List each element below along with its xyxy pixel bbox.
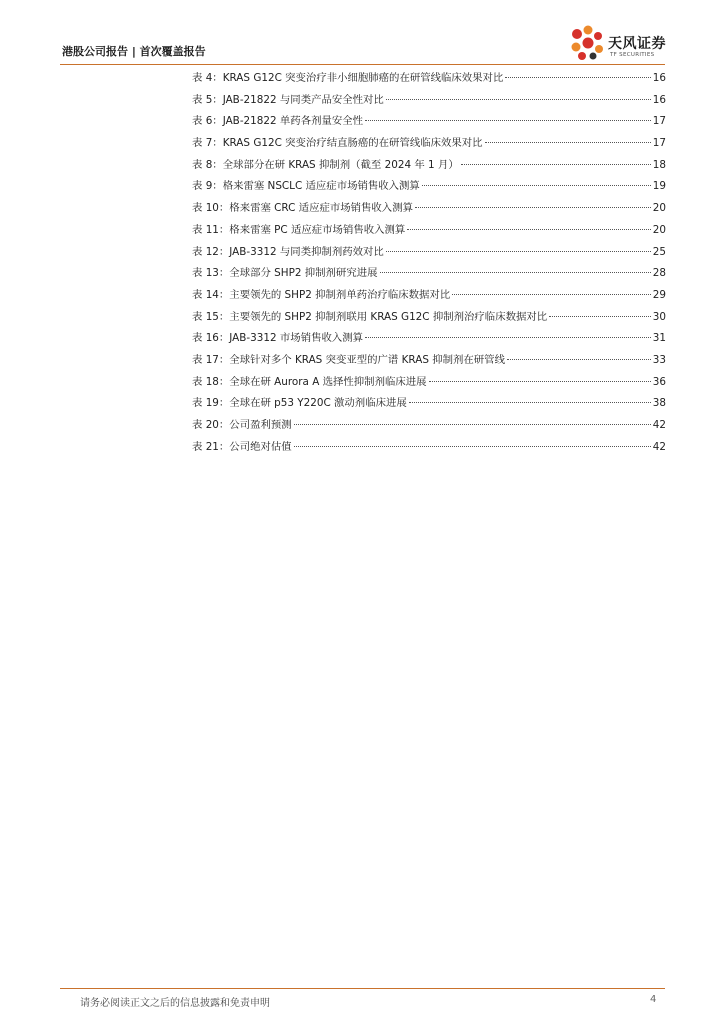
toc-entry[interactable]	[192, 221, 666, 243]
toc-entry-label[interactable]: 表 16：JAB-3312 市场销售收入测算	[192, 332, 364, 345]
toc-entry[interactable]	[192, 264, 666, 286]
toc-entry-label[interactable]: 表 5：JAB-21822 与同类产品安全性对比	[192, 93, 384, 106]
toc-entry-label[interactable]: 表 19：全球在研 p53 Y220C 激动剂临床进展	[192, 397, 407, 410]
toc-entry-label[interactable]: 表 11：格来雷塞 PC 适应症市场销售收入测算	[192, 223, 406, 236]
toc-entry[interactable]	[192, 373, 666, 395]
toc-entry-page[interactable]: 38	[652, 397, 666, 410]
toc-dot-leader	[380, 272, 651, 273]
toc-dot-leader	[365, 337, 651, 338]
toc-dot-leader	[507, 359, 651, 360]
header-divider	[60, 64, 665, 65]
toc-entry[interactable]	[192, 394, 666, 416]
page-number: 4	[650, 994, 657, 1005]
toc-entry-page[interactable]: 25	[652, 245, 666, 258]
toc-entry-label[interactable]: 表 17：全球针对多个 KRAS 突变亚型的广谱 KRAS 抑制剂在研管线	[192, 353, 505, 366]
toc-entry-label[interactable]: 表 9：格来雷塞 NSCLC 适应症市场销售收入测算	[192, 180, 420, 193]
tf-securities-logo-icon	[568, 24, 606, 62]
toc-entry[interactable]	[192, 69, 666, 91]
toc-entry-page[interactable]: 20	[652, 223, 666, 236]
toc-entry-label[interactable]: 表 18：全球在研 Aurora A 选择性抑制剂临床进展	[192, 375, 427, 388]
toc-entry[interactable]	[192, 91, 666, 113]
logo-chinese-name: 天风证券	[608, 36, 666, 52]
toc-entry-label[interactable]: 表 21：公司绝对估值	[192, 440, 292, 453]
toc-entry-label[interactable]: 表 4：KRAS G12C 突变治疗非小细胞肺癌的在研管线临床效果对比	[192, 72, 504, 84]
toc-entry-label[interactable]: 表 20：公司盈利预测	[192, 419, 292, 431]
toc-entry-label[interactable]: 表 12：JAB-3312 与同类抑制剂药效对比	[192, 245, 384, 258]
toc-entry[interactable]	[192, 438, 666, 460]
toc-entry-label[interactable]: 表 15：主要领先的 SHP2 抑制剂联用 KRAS G12C 抑制剂治疗临床数据对比	[192, 310, 548, 323]
toc-entry[interactable]	[192, 308, 666, 330]
toc-entry[interactable]	[192, 351, 666, 373]
toc-dot-leader	[429, 381, 651, 382]
toc-entry-page[interactable]: 30	[652, 310, 666, 323]
table-of-tables	[192, 69, 666, 459]
toc-dot-leader	[365, 120, 651, 121]
toc-entry[interactable]	[192, 177, 666, 199]
toc-dot-leader	[386, 251, 651, 252]
logo-english-name: TF SECURITIES	[610, 52, 655, 58]
toc-entry[interactable]	[192, 134, 666, 156]
toc-entry-label[interactable]: 表 10：格来雷塞 CRC 适应症市场销售收入测算	[192, 202, 413, 215]
toc-entry[interactable]	[192, 156, 666, 178]
toc-dot-leader	[505, 77, 650, 78]
toc-entry-page[interactable]: 36	[652, 375, 666, 388]
toc-entry[interactable]	[192, 199, 666, 221]
toc-entry-label[interactable]: 表 8：全球部分在研 KRAS 抑制剂（截至 2024 年 1 月）	[192, 158, 459, 171]
toc-entry[interactable]	[192, 243, 666, 265]
toc-dot-leader	[461, 164, 651, 165]
toc-entry-page[interactable]: 19	[652, 180, 666, 193]
toc-entry-page[interactable]: 33	[652, 353, 666, 366]
toc-entry-label[interactable]: 表 13：全球部分 SHP2 抑制剂研究进展	[192, 267, 378, 280]
toc-entry-label[interactable]: 表 7：KRAS G12C 突变治疗结直肠癌的在研管线临床效果对比	[192, 137, 483, 150]
toc-dot-leader	[386, 99, 651, 100]
footer-divider	[60, 988, 665, 989]
toc-entry[interactable]	[192, 329, 666, 351]
toc-entry-page[interactable]: 29	[652, 288, 666, 301]
toc-entry-label[interactable]: 表 14：主要领先的 SHP2 抑制剂单药治疗临床数据对比	[192, 288, 451, 301]
toc-entry[interactable]	[192, 416, 666, 438]
toc-entry-page[interactable]: 42	[652, 419, 666, 431]
toc-entry[interactable]	[192, 112, 666, 134]
toc-dot-leader	[549, 316, 651, 317]
toc-dot-leader	[415, 207, 651, 208]
toc-entry-page[interactable]: 16	[652, 72, 666, 84]
toc-entry-page[interactable]: 18	[652, 158, 666, 171]
toc-entry-page[interactable]: 17	[652, 115, 666, 128]
toc-entry-page[interactable]: 28	[652, 267, 666, 280]
footer-disclaimer: 请务必阅读正文之后的信息披露和免责申明	[80, 998, 270, 1009]
toc-dot-leader	[422, 185, 651, 186]
toc-dot-leader	[407, 229, 650, 230]
toc-entry-page[interactable]: 42	[652, 440, 666, 453]
toc-entry-page[interactable]: 16	[652, 93, 666, 106]
toc-dot-leader	[409, 402, 651, 403]
company-logo	[568, 24, 668, 64]
report-type-title: 港股公司报告 | 首次覆盖报告	[62, 45, 206, 58]
toc-entry-label[interactable]: 表 6：JAB-21822 单药各剂量安全性	[192, 115, 364, 128]
toc-entry[interactable]	[192, 286, 666, 308]
toc-dot-leader	[485, 142, 651, 143]
toc-dot-leader	[294, 446, 651, 447]
toc-entry-page[interactable]: 31	[652, 332, 666, 345]
toc-dot-leader	[452, 294, 651, 295]
toc-entry-page[interactable]: 20	[652, 202, 666, 215]
toc-entry-page[interactable]: 17	[652, 137, 666, 150]
toc-dot-leader	[294, 424, 651, 425]
